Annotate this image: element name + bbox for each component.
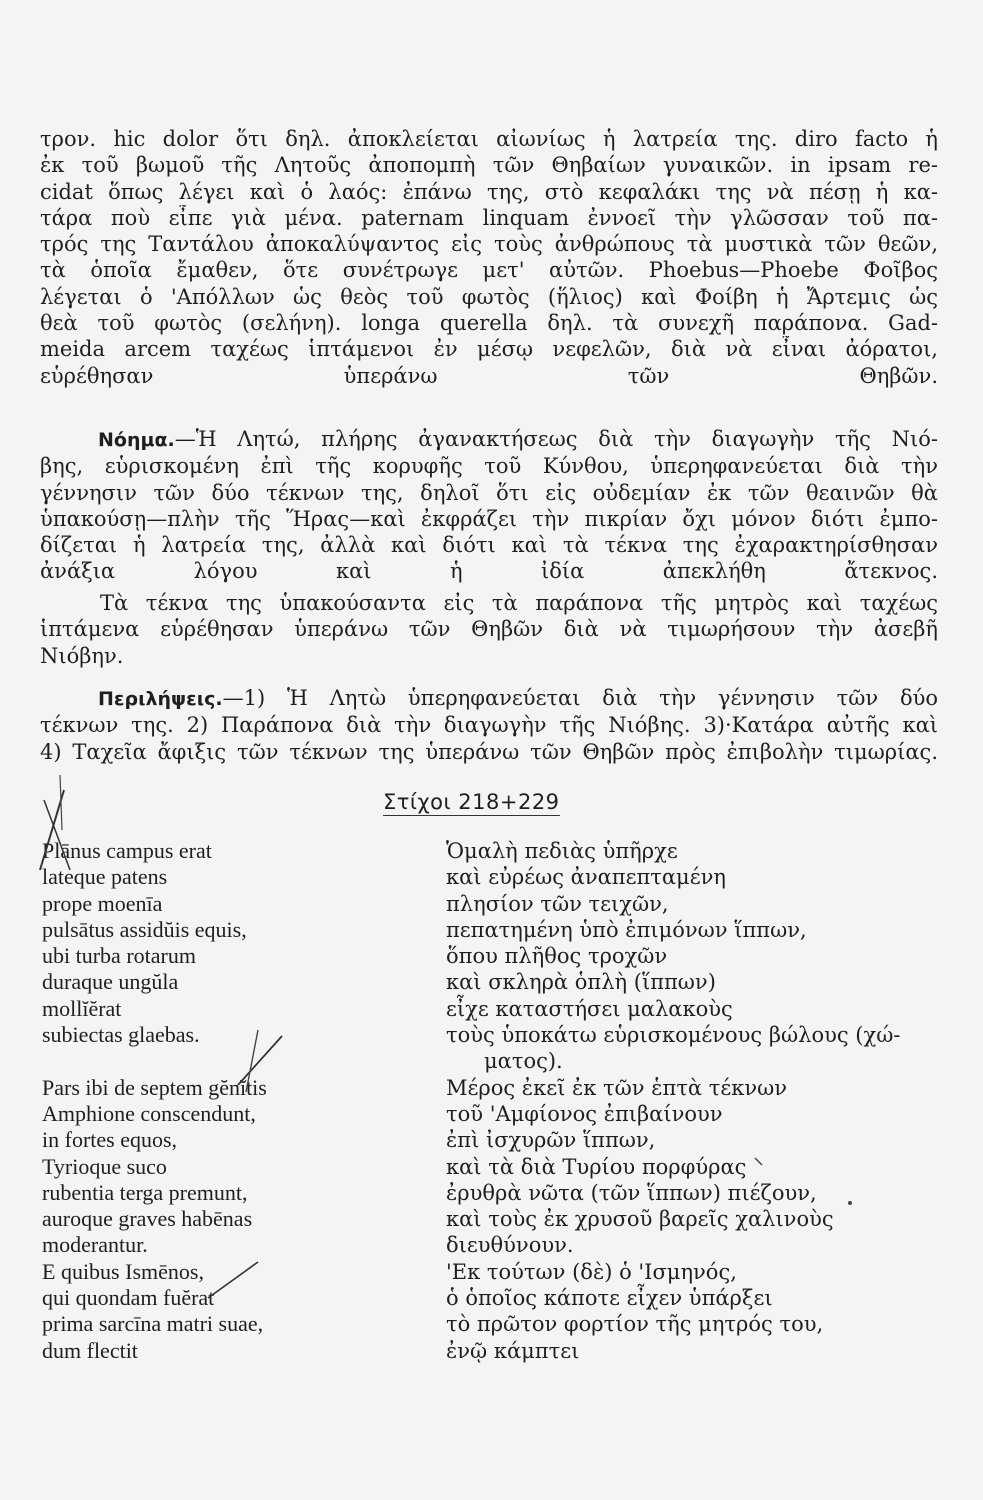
text-line: γέννησιν τῶν δύο τέκνων της, δηλοῖ ὅτι εἰς οὐδεμίαν ἐκ τῶν θεαινῶν θὰ bbox=[40, 480, 938, 505]
latin-line: pulsātus assidŭis equis, bbox=[42, 916, 247, 942]
text-line: meida arcem ταχέως ἱπτάμενοι ἐν μέσῳ νεφελῶν, διὰ νὰ εἶναι ἀόρατοι, bbox=[40, 337, 938, 362]
greek-line: ματος). bbox=[484, 1049, 563, 1074]
latin-line: prope moenīa bbox=[42, 890, 163, 916]
text-line: τάρα ποὺ εἶπε γιὰ μένα. paternam linquam ἐννοεῖ τὴν γλῶσσαν τοῦ πα- bbox=[40, 205, 938, 230]
text-line bbox=[40, 426, 938, 453]
text-line: βης, εὑρισκομένη ἐπὶ τῆς κορυφῆς τοῦ Κύνθου, ὑπερηφανεύεται διὰ τὴν bbox=[40, 454, 938, 479]
text-line: θεὰ τοῦ φωτὸς (σελήνη). longa querella δηλ. τὰ συνεχῆ παράπονα. Gad- bbox=[40, 311, 938, 336]
greek-line: ἐνῷ κάμπτει bbox=[446, 1338, 580, 1363]
greek-line: καὶ τὰ διὰ Τυρίου πορφύρας bbox=[446, 1154, 747, 1179]
greek-line: πεπατημένη ὑπὸ ἐπιμόνων ἵππων, bbox=[446, 917, 807, 942]
text-line: ἀνάξια λόγου καὶ ἡ ἰδία ἀπεκλήθη ἄτεκνος. bbox=[40, 559, 938, 584]
text-fragment: —Ἡ Λητώ, πλήρης ἀγανακτήσεως διὰ τὴν διαγωγὴν τῆς Νιό- bbox=[174, 427, 938, 451]
text-line: ἱπτάμενα εὑρέθησαν ὑπεράνω τῶν Θηβῶν διὰ νὰ τιμωρήσουν τὴν ἀσεβῆ bbox=[40, 617, 938, 642]
latin-line: qui quondam fuĕrat bbox=[42, 1285, 215, 1311]
latin-line: Pars ibi de septem gĕnĭtis bbox=[42, 1074, 267, 1100]
greek-line: εἶχε καταστήσει μαλακοὺς bbox=[446, 996, 733, 1021]
text-line: ἐκ τοῦ βωμοῦ τῆς Λητοῦς ἀποπομπὴ τῶν Θηβαίων γυναικῶν. in ipsam re- bbox=[40, 153, 938, 178]
text-line: cidat ὅπως λέγει καὶ ὁ λαός: ἐπάνω της, στὸ κεφαλάκι της νὰ πέσῃ ἡ κα- bbox=[40, 179, 938, 204]
commentary-paragraph bbox=[40, 126, 938, 389]
latin-line: Amphione conscendunt, bbox=[42, 1100, 256, 1126]
noima-heading: Νόημα. bbox=[98, 429, 175, 451]
greek-translation-column bbox=[446, 838, 946, 1364]
greek-line: 'Εκ τούτων (δὲ) ὁ 'Ισμηνός, bbox=[446, 1259, 737, 1284]
latin-line: auroque graves habēnas bbox=[42, 1206, 253, 1232]
latin-line: prima sarcīna matri suae, bbox=[42, 1311, 264, 1337]
text-line: Τὰ τέκνα της ὑπακούσαντα εἰς τὰ παράπονα τῆς μητρὸς καὶ ταχέως bbox=[100, 591, 938, 615]
text-line bbox=[40, 685, 938, 712]
latin-line: in fortes equos, bbox=[42, 1127, 178, 1153]
perilipseis-heading: Περιλήψεις. bbox=[98, 688, 223, 710]
greek-line: Μέρος ἐκεῖ ἐκ τῶν ἑπτὰ τέκνων bbox=[446, 1075, 788, 1100]
pencil-slash-mark bbox=[60, 775, 62, 830]
text-line: εὑρέθησαν ὑπεράνω τῶν Θηβῶν. bbox=[40, 363, 938, 388]
verses-title: Στίχοι 218+229 bbox=[383, 790, 560, 814]
text-line: δίζεται ἡ λατρεία της, ἀλλὰ καὶ διότι καὶ τὰ τέκνα της ἐχαρακτηρίσθησαν bbox=[40, 533, 938, 558]
latin-line: moderantur. bbox=[42, 1232, 148, 1258]
latin-line: mollĭĕrat bbox=[42, 995, 122, 1021]
latin-line bbox=[42, 1048, 422, 1074]
text-line: 4) Ταχεῖα ἄφιξις τῶν τέκνων της ὑπεράνω τῶν Θηβῶν πρὸς ἐπιβολὴν τιμωρίας. bbox=[40, 739, 938, 764]
greek-line: Ὁμαλὴ πεδιὰς ὑπῆρχε bbox=[446, 839, 678, 863]
text-line: τρός της Ταντάλου ἀποκαλύψαντος εἰς τοὺς ἀνθρώπους τὰ μυστικὰ τῶν θεῶν, bbox=[40, 232, 938, 257]
greek-line: καὶ σκληρὰ ὁπλὴ (ἵππων) bbox=[446, 970, 716, 995]
latin-line: dum flectit bbox=[42, 1337, 138, 1363]
text-line: τὰ ὁποῖα ἔμαθεν, ὅτε συνέτρωγε μετ' αὐτῶν. Phoebus—Phoebe Φοῖβος bbox=[40, 258, 938, 283]
greek-line: ἐρυθρὰ νῶτα (τῶν ἵππων) πιέζουν, bbox=[446, 1180, 817, 1205]
latin-line: Tyrioque suco bbox=[42, 1153, 167, 1179]
latin-line: Plānus campus erat bbox=[42, 838, 212, 863]
greek-line: καὶ εὐρέως ἀναπεπταμένη bbox=[446, 865, 726, 890]
greek-line: πλησίον τῶν τειχῶν, bbox=[446, 891, 669, 916]
text-line: τρον. hic dolor ὅτι δηλ. ἀποκλείεται αἰωνίως ἡ λατρεία της. diro facto ἡ bbox=[40, 127, 938, 151]
text-line: τέκνων της. 2) Παράπονα διὰ τὴν διαγωγὴν τῆς Νιόβης. 3)·Κατάρα αὐτῆς καὶ bbox=[40, 713, 938, 738]
latin-line: ubi turba rotarum bbox=[42, 943, 196, 969]
text-fragment: —1) Ἡ Λητὼ ὑπερηφανεύεται διὰ τὴν γέννησιν τῶν δύο bbox=[222, 686, 938, 710]
text-line: ὑπακούσῃ—πλὴν τῆς Ἥρας—καὶ ἐκφράζει τὴν πικρίαν ὄχι μόνον διότι ἐμπο- bbox=[40, 506, 938, 531]
latin-line: subiectas glaebas. bbox=[42, 1022, 200, 1048]
noima-paragraph-2 bbox=[40, 590, 938, 669]
text-line: Νιόβην. bbox=[40, 643, 124, 668]
latin-line: E quibus Ismēnos, bbox=[42, 1258, 204, 1284]
greek-line: διευθύνουν. bbox=[446, 1233, 574, 1258]
greek-line: ὁ ὁποῖος κάποτε εἶχεν ὑπάρξει bbox=[446, 1286, 773, 1311]
text-line: λέγεται ὁ 'Απόλλων ὡς θεὸς τοῦ φωτὸς (ἥλιος) καὶ Φοίβη ἡ Ἄρτεμις ὡς bbox=[40, 284, 938, 309]
greek-line: τοῦ 'Αμφίονος ἐπιβαίνουν bbox=[446, 1101, 723, 1126]
perilipseis-paragraph bbox=[40, 685, 938, 765]
latin-line: lateque patens bbox=[42, 864, 168, 890]
latin-verse-column bbox=[42, 838, 422, 1364]
greek-line: τὸ πρῶτον φορτίον τῆς μητρός του, bbox=[446, 1312, 824, 1337]
greek-line: ὅπου πλῆθος τροχῶν bbox=[446, 944, 668, 969]
noima-paragraph bbox=[40, 426, 938, 585]
greek-line: ἐπὶ ἰσχυρῶν ἵππων, bbox=[446, 1128, 656, 1153]
latin-line: rubentia terga premunt, bbox=[42, 1179, 248, 1205]
greek-line: τοὺς ὑποκάτω εὑρισκομένους βώλους (χώ- bbox=[446, 1023, 901, 1048]
greek-line: καὶ τοὺς ἐκ χρυσοῦ βαρεῖς χαλινοὺς bbox=[446, 1207, 834, 1232]
latin-line: duraque ungŭla bbox=[42, 969, 179, 995]
